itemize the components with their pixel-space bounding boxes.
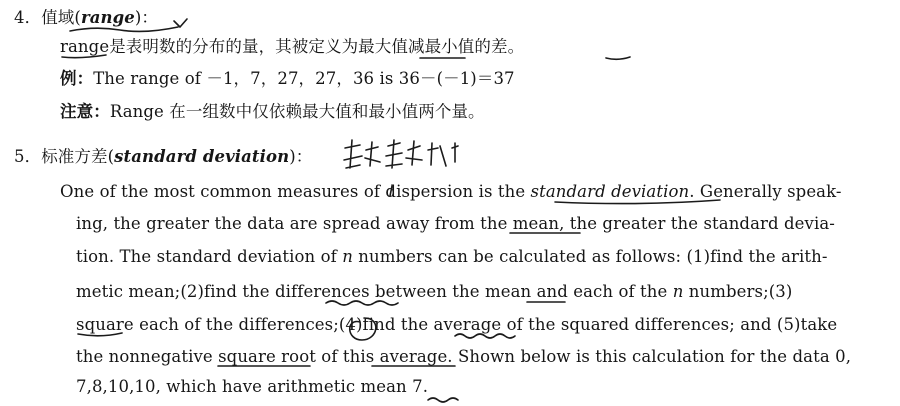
paragraph-text: One of the most common measures of dispersion is the bbox=[60, 182, 531, 201]
paragraph-text: the nonnegative square root of this average. Shown below is this calculation for the data 0, bbox=[76, 347, 852, 366]
section-4-term: range bbox=[80, 8, 135, 27]
section-5-title-cn: 标准方差( bbox=[41, 147, 115, 166]
section-5-title-end: )： bbox=[289, 147, 313, 166]
paragraph-line-7 bbox=[76, 376, 428, 398]
range-note-text: Range 在一组数中仅依赖最大值和最小值两个量。 bbox=[109, 102, 485, 121]
paragraph-text: square each of the differences;(4)find the average of the squared differences; and (5)take bbox=[76, 315, 838, 334]
section-4-title-end: )： bbox=[134, 8, 159, 27]
range-example bbox=[60, 68, 515, 90]
section-4-title-cn: 值域( bbox=[41, 8, 81, 27]
heading-4-tick-mark bbox=[174, 19, 187, 27]
mean-7-squiggle-mark bbox=[428, 398, 458, 402]
section-4-number: 4． bbox=[14, 8, 42, 27]
paragraph-line-5 bbox=[76, 314, 837, 336]
paragraph-line-1 bbox=[60, 181, 842, 203]
section-4-heading bbox=[14, 7, 158, 29]
paragraph-text: tion. The standard deviation of bbox=[76, 247, 343, 266]
paragraph-line-6 bbox=[76, 346, 851, 368]
range-definition-term: range bbox=[60, 37, 110, 56]
paragraph-line-2 bbox=[76, 213, 835, 235]
section-5-heading bbox=[14, 146, 312, 168]
section-5-number: 5． bbox=[14, 147, 42, 166]
variable-n: n bbox=[342, 247, 353, 266]
range-note-label: 注意： bbox=[60, 102, 110, 121]
paragraph-text: ing, the greater the data are spread away from the mean, the greater the standard devia- bbox=[76, 214, 835, 233]
paragraph-text: numbers can be calculated as follows: (1)find the arith- bbox=[352, 247, 828, 266]
range-definition bbox=[60, 36, 524, 58]
handwritten-chinese-annotation-icon bbox=[344, 140, 458, 168]
section-5-term: standard deviation bbox=[114, 147, 290, 166]
diff-underline-mark bbox=[606, 57, 630, 59]
paragraph-line-4 bbox=[76, 281, 792, 303]
paragraph-text: . Generally speak- bbox=[689, 182, 842, 201]
range-definition-text: 是表明数的分布的量，其被定义为最大值减最小值的差。 bbox=[109, 37, 525, 56]
range-note bbox=[60, 101, 485, 123]
paragraph-text: numbers;(3) bbox=[683, 282, 793, 301]
paragraph-text: metic mean;(2)find the differences between the mean and each of the bbox=[76, 282, 673, 301]
paragraph-line-3 bbox=[76, 246, 828, 268]
paragraph-text: 7,8,10,10, which have arithmetic mean 7. bbox=[76, 377, 429, 396]
range-example-label: 例： bbox=[60, 69, 94, 88]
standard-deviation-term: standard deviation bbox=[530, 182, 690, 201]
range-example-text: The range of －1，7，27，27，36 is 36－(－1)＝37 bbox=[93, 69, 515, 88]
variable-n: n bbox=[672, 282, 684, 301]
